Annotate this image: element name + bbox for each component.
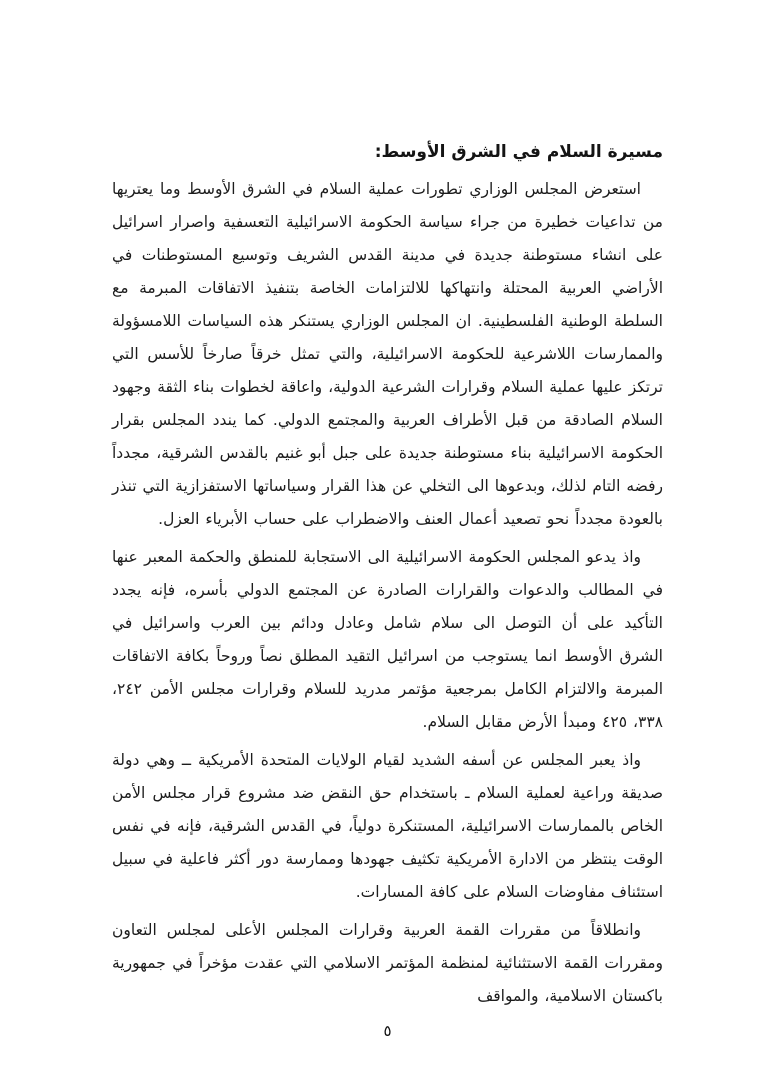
paragraph-us-veto-regret: واذ يعبر المجلس عن أسفه الشديد لقيام الولايات المتحدة الأمريكية ــ وهي دولة صديقة وراعية لعملية السلام ـ باستخدام حق النقض ضد مشروع قرار مجلس الأمن الخاص بالممارسات الاسرائيلية، المستنكرة دولياً، في القدس الشرقية، فإنه في نفس الوقت ينتظر من الادارة الأمريكية تكثيف جهودها وممارسة دور أكثر فاعلية في سبيل استئناف مفاوضات السلام على كافة المسارات. [112,751,663,901]
paragraph-summit-resolutions: وانطلاقاً من مقررات القمة العربية وقرارات المجلس الأعلى لمجلس التعاون ومقررات القمة الاستثنائية لمنظمة المؤتمر الاسلامي التي عقدت مؤخراً في جمهورية باكستان الاسلامية، والمواقف [112,921,663,1005]
paragraph-peace-process-review: استعرض المجلس الوزاري تطورات عملية السلام في الشرق الأوسط وما يعتريها من تداعيات خطيرة من جراء سياسة الحكومة الاسرائيلية التعسفية واصرار اسرائيل على انشاء مستوطنة جديدة في مدينة القدس الشريف وتوسيع المستوطنات في الأراضي العربية المحتلة وانتهاكها للالتزامات الخاصة بتنفيذ الاتفاقات المبرمة مع السلطة الوطنية الفلسطينية. ان المجلس الوزاري يستنكر هذه السياسات اللامسؤولة والممارسات اللاشرعية للحكومة الاسرائيلية، والتي تمثل خرقاً صارخاً للأسس التي ترتكز عليها عملية السلام وقرارات الشرعية الدولية، واعاقة لخطوات بناء الثقة وجهود السلام الصادقة من قبل الأطراف العربية والمجتمع الدولي. كما يندد المجلس بقرار الحكومة الاسرائيلية بناء مستوطنة جديدة على جبل أبو غنيم بالقدس الشرقية، مجدداً رفضه التام لذلك، وبدعوها الى التخلي عن هذا القرار وسياساتها الاستفزازية التي تنذر بالعودة مجدداً نحو تصعيد أعمال العنف والاضطراب على حساب الأبرياء العزل. [112,180,663,528]
document-body [112,136,663,1013]
section-heading: مسيرة السلام في الشرق الأوسط: [374,142,663,162]
paragraph-call-to-israel: واذ يدعو المجلس الحكومة الاسرائيلية الى الاستجابة للمنطق والحكمة المعبر عنها في المطالب والدعوات والقرارات الصادرة عن المجتمع الدولي بأسره، فإنه يجدد التأكيد على أن التوصل الى سلام شامل وعادل ودائم بين العرب واسرائيل في الشرق الأوسط انما يستوجب من اسرائيل التقيد المطلق نصاً وروحاً بكافة الاتفاقات المبرمة والالتزام الكامل بمرجعية مؤتمر مدريد للسلام وقرارات مجلس الأمن ٢٤٢، ٣٣٨، ٤٢٥ ومبدأ الأرض مقابل السلام. [112,548,663,731]
page-number: ٥ [383,1022,392,1040]
